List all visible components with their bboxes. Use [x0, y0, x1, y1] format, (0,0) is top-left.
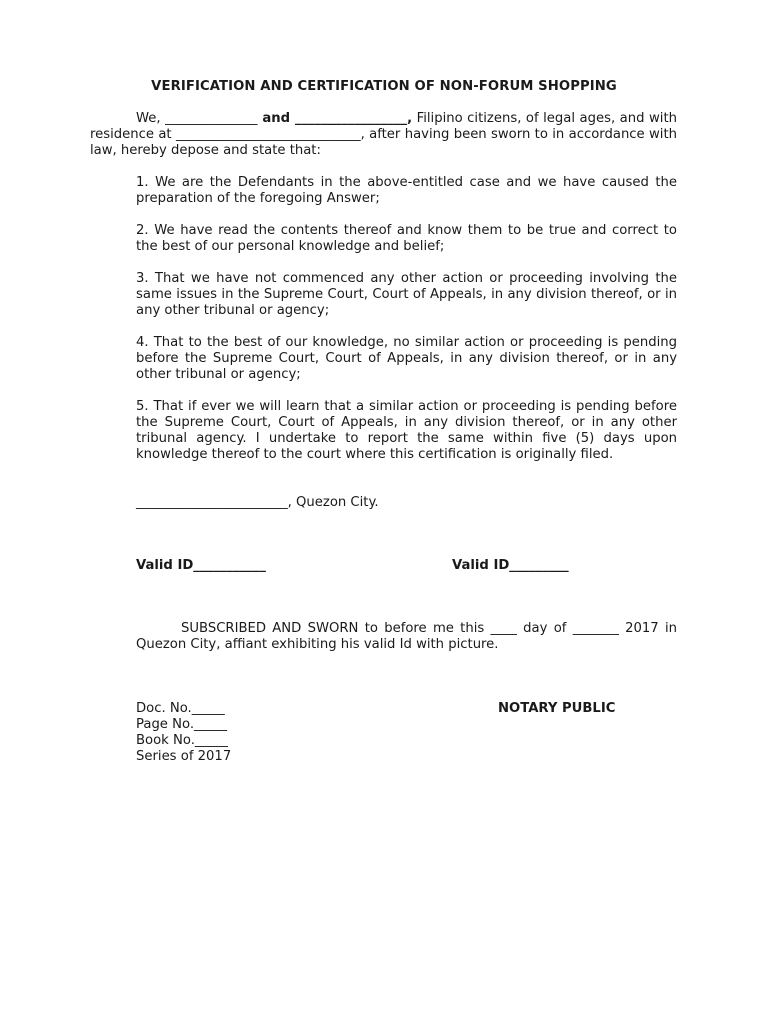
paragraph-3: 3. That we have not commenced any other action or proceeding involving the same issues in the Supreme Court, Court of Appeals, in any division thereof, or in any other tribunal or agency; [136, 271, 677, 318]
paragraph-1: 1. We are the Defendants in the above-entitled case and we have caused the preparation of the foregoing Answer; [136, 175, 677, 206]
book-no: Book No._____ [136, 733, 228, 748]
intro-paragraph [90, 111, 677, 159]
intro-citizens: Filipino citizens, of legal ages, and with residence at [90, 111, 677, 142]
paragraph-5: 5. That if ever we will learn that a similar action or proceeding is pending before the Supreme Court, Court of Appeals, in any division thereof, or in any other tribunal agency. I undertake to report the same within five (5) days upon knowledge thereof to the court where this certification is originally filed. [136, 399, 677, 462]
intro-blank-name-1: ______________ [165, 111, 258, 126]
notary-details [136, 701, 231, 765]
paragraph-4: 4. That to the best of our knowledge, no similar action or proceeding is pending before the Supreme Court, Court of Appeals, in any division thereof, or in any other tribunal or agency; [136, 335, 677, 382]
notary-public-label: NOTARY PUBLIC [498, 701, 616, 716]
intro-blank-residence: ____________________________ [175, 127, 361, 142]
series: Series of 2017 [136, 749, 232, 764]
intro-we: We, [136, 111, 166, 126]
page-no: Page No._____ [136, 717, 227, 732]
intro-and: and [257, 111, 295, 126]
date-place-line: _______________________, Quezon City. [136, 495, 379, 510]
intro-blank-name-2: _________________, [294, 111, 413, 126]
doc-no: Doc. No._____ [136, 701, 225, 716]
intro-rest: , after having been sworn to in accordance with law, hereby depose and state that: [90, 127, 678, 158]
jurat-paragraph: SUBSCRIBED AND SWORN to before me this ____ day of _______ 2017 in Quezon City, affiant exhibiting his valid Id with picture. [136, 621, 677, 652]
valid-id-2: Valid ID_________ [452, 558, 569, 573]
valid-id-1: Valid ID___________ [136, 558, 266, 573]
paragraph-2: 2. We have read the contents thereof and know them to be true and correct to the best of our personal knowledge and belief; [136, 223, 677, 254]
document-title: VERIFICATION AND CERTIFICATION OF NON-FORUM SHOPPING [151, 79, 617, 94]
